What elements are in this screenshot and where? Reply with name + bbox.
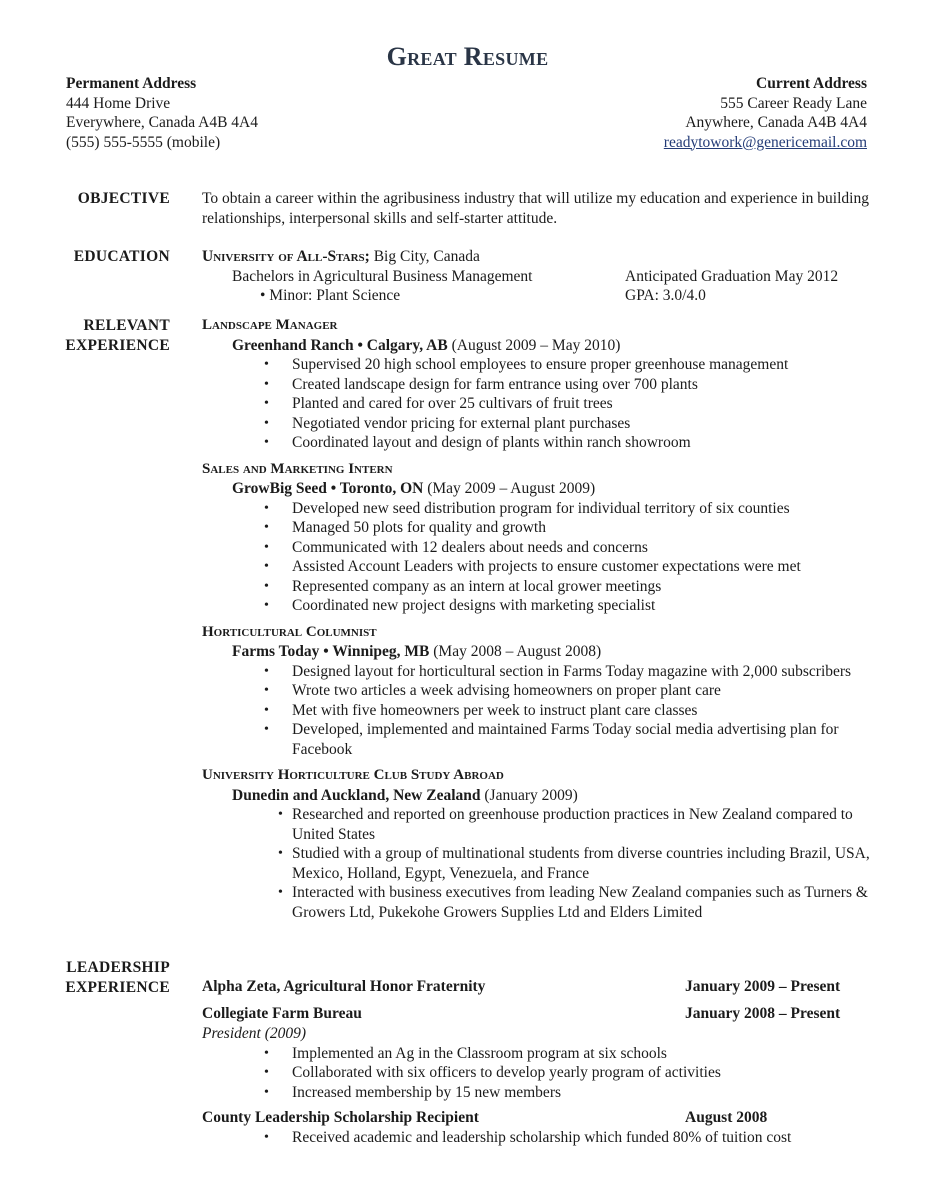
leadership-role: President (2009) (202, 1025, 307, 1042)
bullet-item: • Developed, implemented and maintained Farms Today social media advertising plan for Facebook (264, 720, 882, 759)
bullet-item: • Communicated with 12 dealers about needs and concerns (264, 538, 882, 558)
bullet-item: • Wrote two articles a week advising homeowners on proper plant care (264, 681, 882, 701)
bullet-item: • Collaborated with six officers to develop yearly program of activities (264, 1063, 882, 1083)
job-bullets (202, 355, 882, 453)
job-entry (202, 460, 882, 616)
permanent-address-heading: Permanent Address (66, 75, 197, 92)
education-institution-line (202, 247, 882, 267)
job-title: Sales and Marketing Intern (202, 460, 393, 477)
degree: Bachelors in Agricultural Business Management (232, 267, 533, 285)
bullet-item: • Coordinated new project designs with marketing specialist (264, 596, 882, 616)
education-section (202, 247, 882, 306)
university-location: Big City, Canada (369, 248, 480, 265)
bullet-item: • Coordinated layout and design of plants within ranch showroom (264, 433, 882, 453)
current-address (507, 74, 867, 152)
leadership-label (46, 958, 170, 997)
resume-title: Great Resume (386, 42, 549, 71)
bullet-item: • Planted and cared for over 25 cultivars of fruit trees (264, 394, 882, 414)
phone-number: (555) 555-5555 (mobile) (66, 133, 221, 151)
objective-text: To obtain a career within the agribusiness industry that will utilize my education and experience in building relationships, interpersonal skills and self-starter attitude. (202, 190, 869, 227)
job-org: Farms Today • Winnipeg, MB (232, 643, 430, 660)
job-employer (202, 786, 882, 806)
bullet-item: • Assisted Account Leaders with projects to ensure customer expectations were met (264, 557, 882, 577)
objective-label: OBJECTIVE (77, 190, 170, 207)
job-title: Landscape Manager (202, 317, 338, 333)
bullet-item: • Represented company as an intern at local grower meetings (264, 577, 882, 597)
job-entry (202, 623, 882, 760)
education-label: EDUCATION (73, 248, 170, 265)
degree-row (202, 267, 882, 287)
job-dates: (January 2009) (480, 786, 578, 804)
job-title: University Horticulture Club Study Abroad (202, 767, 504, 783)
leadership-dates: August 2008 (685, 1109, 768, 1126)
job-entry (202, 316, 882, 453)
permanent-address (66, 74, 386, 152)
minor: • Minor: Plant Science (260, 287, 401, 304)
job-org: Greenhand Ranch • Calgary, AB (232, 336, 448, 354)
graduation-date: Anticipated Graduation May 2012 (625, 267, 839, 285)
leadership-label-line: EXPERIENCE (65, 978, 170, 996)
leadership-name: Collegiate Farm Bureau (202, 1005, 362, 1022)
experience-label-line: EXPERIENCE (65, 336, 170, 354)
experience-label-line: RELEVANT (83, 317, 170, 334)
job-bullets (202, 805, 882, 922)
permanent-address-line: 444 Home Drive (66, 94, 171, 112)
bullet-item: • Negotiated vendor pricing for external plant purchases (264, 414, 882, 434)
bullet-item: • Interacted with business executives from leading New Zealand companies such as Turners & Growers Ltd, Pukekohe Growers Supplies Ltd and Elders Limited (278, 883, 882, 922)
leadership-name: Alpha Zeta, Agricultural Honor Fraternity (202, 978, 486, 995)
permanent-address-line: Everywhere, Canada A4B 4A4 (66, 114, 258, 131)
experience-label (46, 316, 170, 355)
bullet-item: • Supervised 20 high school employees to ensure proper greenhouse management (264, 355, 882, 375)
bullet-item: • Managed 50 plots for quality and growth (264, 518, 882, 538)
bullet-item: • Met with five homeowners per week to instruct plant care classes (264, 701, 882, 721)
job-employer (202, 479, 882, 499)
leadership-bullets (202, 1044, 882, 1103)
leadership-dates: January 2008 – Present (685, 1005, 841, 1022)
leadership-name: County Leadership Scholarship Recipient (202, 1109, 479, 1126)
leadership-section (202, 977, 882, 1148)
job-bullets (202, 499, 882, 616)
university-name: University of All-Stars; (202, 248, 370, 265)
gpa: GPA: 3.0/4.0 (625, 287, 706, 304)
leadership-dates: January 2009 – Present (685, 978, 841, 995)
job-org: Dunedin and Auckland, New Zealand (232, 786, 481, 804)
current-address-line: Anywhere, Canada A4B 4A4 (685, 114, 867, 131)
job-bullets (202, 662, 882, 760)
leadership-bullets (202, 1128, 882, 1148)
job-org: GrowBig Seed • Toronto, ON (232, 480, 424, 497)
bullet-item: • Designed layout for horticultural section in Farms Today magazine with 2,000 subscribers (264, 662, 882, 682)
bullet-item: • Increased membership by 15 new members (264, 1083, 882, 1103)
leadership-label-line: LEADERSHIP (66, 959, 170, 976)
bullet-item: • Developed new seed distribution program for individual territory of six counties (264, 499, 882, 519)
job-employer (202, 336, 882, 356)
bullet-item: • Researched and reported on greenhouse production practices in New Zealand compared to United States (278, 805, 882, 844)
experience-section (202, 316, 882, 922)
job-dates: (August 2009 – May 2010) (447, 336, 621, 354)
bullet-item: • Received academic and leadership scholarship which funded 80% of tuition cost (264, 1128, 882, 1148)
minor-row (202, 286, 882, 306)
leadership-item (202, 977, 882, 997)
bullet-item: • Implemented an Ag in the Classroom program at six schools (264, 1044, 882, 1064)
bullet-item: • Created landscape design for farm entrance using over 700 plants (264, 375, 882, 395)
job-entry (202, 766, 882, 922)
bullet-item: • Studied with a group of multinational students from diverse countries including Brazil, USA, Mexico, Holland, Egypt, Venezuela, and France (278, 844, 882, 883)
job-dates: (May 2008 – August 2008) (429, 643, 602, 660)
current-address-line: 555 Career Ready Lane (720, 94, 867, 112)
job-dates: (May 2009 – August 2009) (423, 480, 596, 497)
leadership-item (202, 1004, 882, 1024)
email-link[interactable]: readytowork@genericemail.com (663, 133, 867, 151)
job-employer (202, 642, 882, 662)
job-title: Horticultural Columnist (202, 623, 377, 640)
leadership-item (202, 1108, 882, 1128)
current-address-heading: Current Address (756, 75, 867, 92)
